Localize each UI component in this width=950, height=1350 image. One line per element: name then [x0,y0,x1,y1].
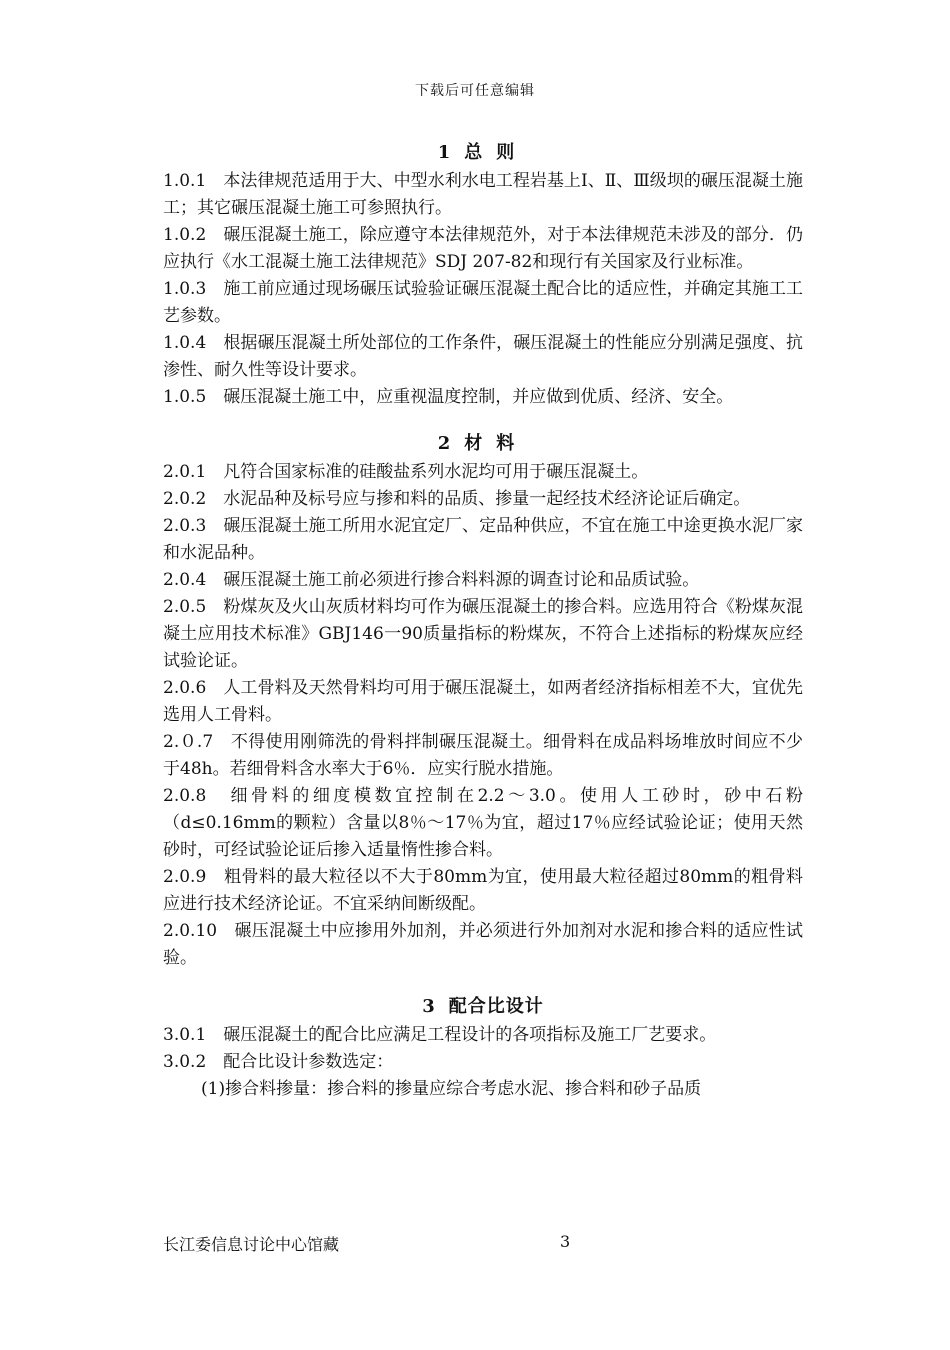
clause-2-0-8: 2.0.8 细骨料的细度模数宜控制在2.2～3.0。使用人工砂时，砂中石粉（d≤0.16mm的颗粒）含量以8％～17％为宜，超过17％应经试验论证；使用天然砂时，可经试验论证后掺入适量惰性掺合料。 [163,786,803,860]
section-number: 1 [437,142,451,163]
clause-1-0-1: 1.0.1 本法律规范适用于大、中型水利水电工程岩基上Ⅰ、Ⅱ、Ⅲ级坝的碾压混凝土施工；其它碾压混凝土施工可参照执行。 [163,171,803,218]
section-number: 2 [437,433,451,454]
clause-2-0-9: 2.0.9 粗骨料的最大粒径以不大于80mm为宜，使用最大粒径超过80mm的粗骨料应进行技术经济论证。不宜采纳间断级配。 [163,867,803,914]
clause-2-0-3: 2.0.3 碾压混凝土施工所用水泥宜定厂、定品种供应，不宜在施工中途更换水泥厂家和水泥品种。 [163,516,803,563]
footer-source: 长江委信息讨论中心馆藏 [163,1235,340,1254]
clause-2-0-1: 2.0.1 凡符合国家标准的硅酸盐系列水泥均可用于碾压混凝土。 [163,462,649,482]
section-heading: 配合比设计 [448,996,544,1017]
clause-3-0-1: 3.0.1 碾压混凝土的配合比应满足工程设计的各项指标及施工厂艺要求。 [163,1025,717,1045]
clause-2-0-5: 2.0.5 粉煤灰及火山灰质材料均可作为碾压混凝土的掺合料。应选用符合《粉煤灰混凝土应用技术标准》GBJ146一90质量指标的粉煤灰，不符合上述指标的粉煤灰应经试验论证。 [163,597,803,671]
section-number: 3 [422,996,435,1017]
sub-item-1: (1)掺合料掺量：掺合料的掺量应综合考虑水泥、掺合料和砂子品质 [201,1079,702,1099]
clause-3-0-2: 3.0.2 配合比设计参数选定： [163,1052,394,1072]
section-title-materials [163,429,803,459]
clause-2-0-10: 2.0.10 碾压混凝土中应掺用外加剂，并必须进行外加剂对水泥和掺合料的适应性试验。 [163,921,803,968]
clause-1-0-5: 1.0.5 碾压混凝土施工中，应重视温度控制，并应做到优质、经济、安全。 [163,387,734,407]
section-title-general [163,138,803,168]
clause-1-0-3: 1.0.3 施工前应通过现场碾压试验验证碾压混凝土配合比的适应性，并确定其施工工艺参数。 [163,279,803,326]
clause-2-0-4: 2.0.4 碾压混凝土施工前必须进行掺合料料源的调查讨论和品质试验。 [163,570,700,590]
document-body [163,138,803,1103]
clause-2-0-6: 2.0.6 人工骨料及天然骨料均可用于碾压混凝土，如两者经济指标相差不大，宜优先选用人工骨料。 [163,678,803,725]
clause-1-0-4: 1.0.4 根据碾压混凝土所处部位的工作条件，碾压混凝土的性能应分别满足强度、抗渗性、耐久性等设计要求。 [163,333,803,380]
clause-2-0-2: 2.0.2 水泥品种及标号应与掺和料的品质、掺量一起经技术经济论证后确定。 [163,489,751,509]
clause-1-0-2: 1.0.2 碾压混凝土施工，除应遵守本法律规范外，对于本法律规范未涉及的部分．仍应执行《水工混凝土施工法律规范》SDJ 207-82和现行有关国家及行业标准。 [163,225,803,272]
section-heading: 总则 [464,142,529,163]
section-title-mix-design [163,992,803,1022]
page-number: 3 [560,1232,571,1251]
section-heading: 材料 [464,433,529,454]
page-header: 下载后可任意编辑 [415,83,535,99]
clause-2-0-7: 2.０.7 不得使用刚筛洗的骨料拌制碾压混凝土。细骨料在成品料场堆放时间应不少于48h。若细骨料含水率大于6％．应实行脱水措施。 [163,732,803,779]
